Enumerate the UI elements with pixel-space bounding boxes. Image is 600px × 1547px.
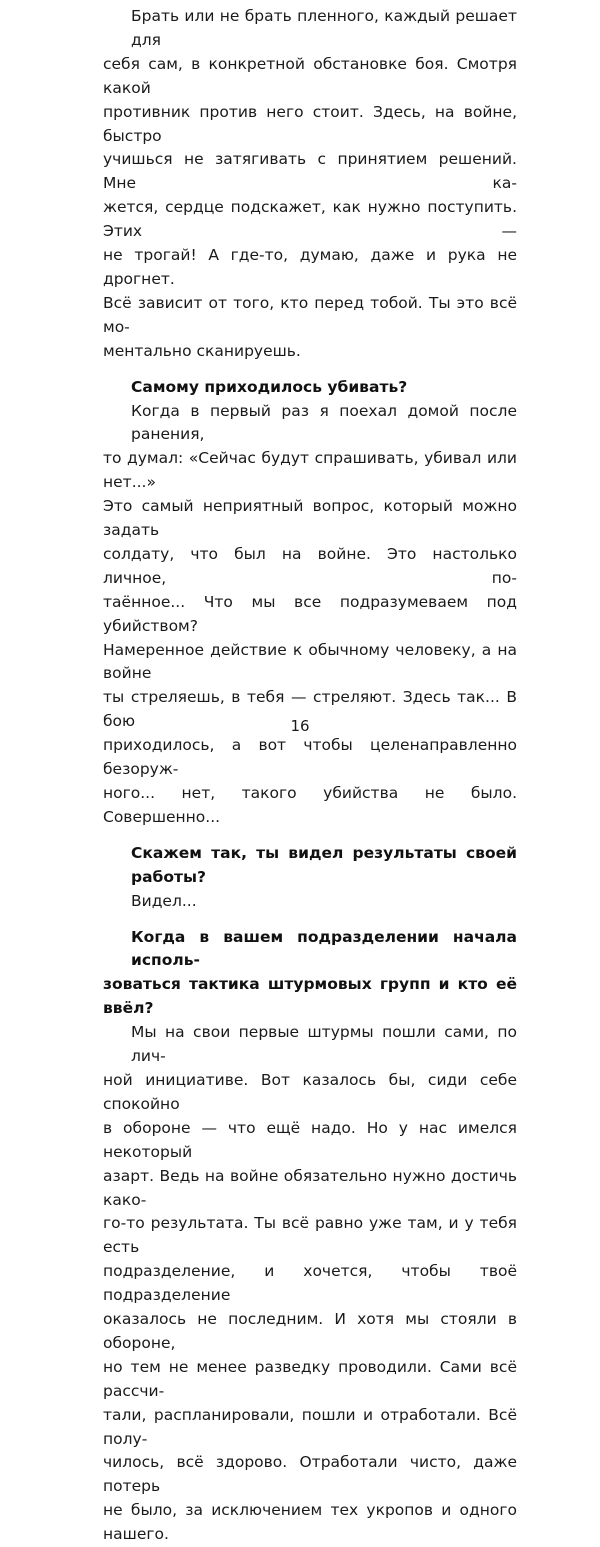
- text-line: Брать или не брать пленного, каждый решает для: [131, 7, 517, 49]
- text-line: ты стреляешь, в тебя — стреляют. Здесь так... В бою: [103, 688, 517, 731]
- text-line: но тем не менее разведку проводили. Сами всё рассчи-: [103, 1357, 517, 1400]
- text-line: таённое... Что мы все подразумеваем под убийством?: [103, 592, 517, 635]
- text-line: солдату, что был на войне. Это настолько личное, по-: [103, 544, 517, 587]
- text-line: Когда в первый раз я поехал домой после ранения,: [131, 401, 517, 444]
- answer-paragraph: [103, 5, 517, 364]
- text-line: ментально сканируешь.: [103, 341, 301, 360]
- text-line: противник против него стоит. Здесь, на войне, быстро: [103, 102, 517, 145]
- text-line: то думал: «Сейчас будут спрашивать, убивал или нет...»: [103, 449, 517, 492]
- interview-question: [103, 376, 517, 400]
- answer-paragraph: [103, 400, 517, 830]
- text-line: тали, распланировали, пошли и отработали. Всё полу-: [103, 1405, 517, 1448]
- interview-question: [103, 842, 517, 890]
- text-line: чилось, всё здорово. Отработали чисто, даже потерь: [103, 1453, 517, 1496]
- page-number: 16: [290, 717, 310, 735]
- text-line: в обороне — что ещё надо. Но у нас имелся некоторый: [103, 1118, 517, 1161]
- page-text: [103, 5, 517, 1547]
- text-line: учишься не затягивать с принятием решений. Мне ка-: [103, 150, 517, 193]
- text-line: не было, за исключением тех укропов и одного нашего.: [103, 1501, 517, 1544]
- text-line: не трогай! А где-то, думаю, даже и рука не дрогнет.: [103, 246, 517, 288]
- text-line: оказалось не последним. И хотя мы стояли в обороне,: [103, 1310, 517, 1352]
- text-line: Видел...: [131, 891, 197, 910]
- answer-paragraph: [103, 890, 517, 914]
- question-line: зоваться тактика штурмовых групп и кто её ввёл?: [103, 975, 517, 1018]
- question-line: Самому приходилось убивать?: [131, 377, 408, 396]
- text-line: го-то результата. Ты всё равно уже там, и у тебя есть: [103, 1214, 517, 1257]
- text-line: Это самый неприятный вопрос, который можно задать: [103, 497, 517, 540]
- text-line: Мы на свои первые штурмы пошли сами, по лич-: [131, 1023, 517, 1066]
- text-line: ного... нет, такого убийства не было. Совершенно...: [103, 784, 517, 826]
- text-line: Намеренное действие к обычному человеку, а на войне: [103, 640, 517, 683]
- text-line: Всё зависит от того, кто перед тобой. Ты это всё мо-: [103, 293, 517, 336]
- paragraph-gap: [103, 914, 517, 926]
- answer-paragraph: [103, 1021, 517, 1547]
- question-line: Когда в вашем подразделении начала исполь-: [131, 927, 517, 970]
- text-line: жется, сердце подскажет, как нужно поступить. Этих —: [103, 198, 517, 241]
- text-line: подразделение, и хочется, чтобы твоё подразделение: [103, 1262, 517, 1305]
- text-line: себя сам, в конкретной обстановке боя. Смотря какой: [103, 54, 517, 97]
- question-line: Скажем так, ты видел результаты своей работы?: [131, 843, 517, 886]
- paragraph-gap: [103, 830, 517, 842]
- paragraph-gap: [103, 364, 517, 376]
- interview-question: [103, 926, 517, 1022]
- text-line: приходилось, а вот чтобы целенаправленно безоруж-: [103, 736, 517, 779]
- text-line: ной инициативе. Вот казалось бы, сиди себе спокойно: [103, 1070, 517, 1113]
- text-line: азарт. Ведь на войне обязательно нужно достичь како-: [103, 1166, 517, 1209]
